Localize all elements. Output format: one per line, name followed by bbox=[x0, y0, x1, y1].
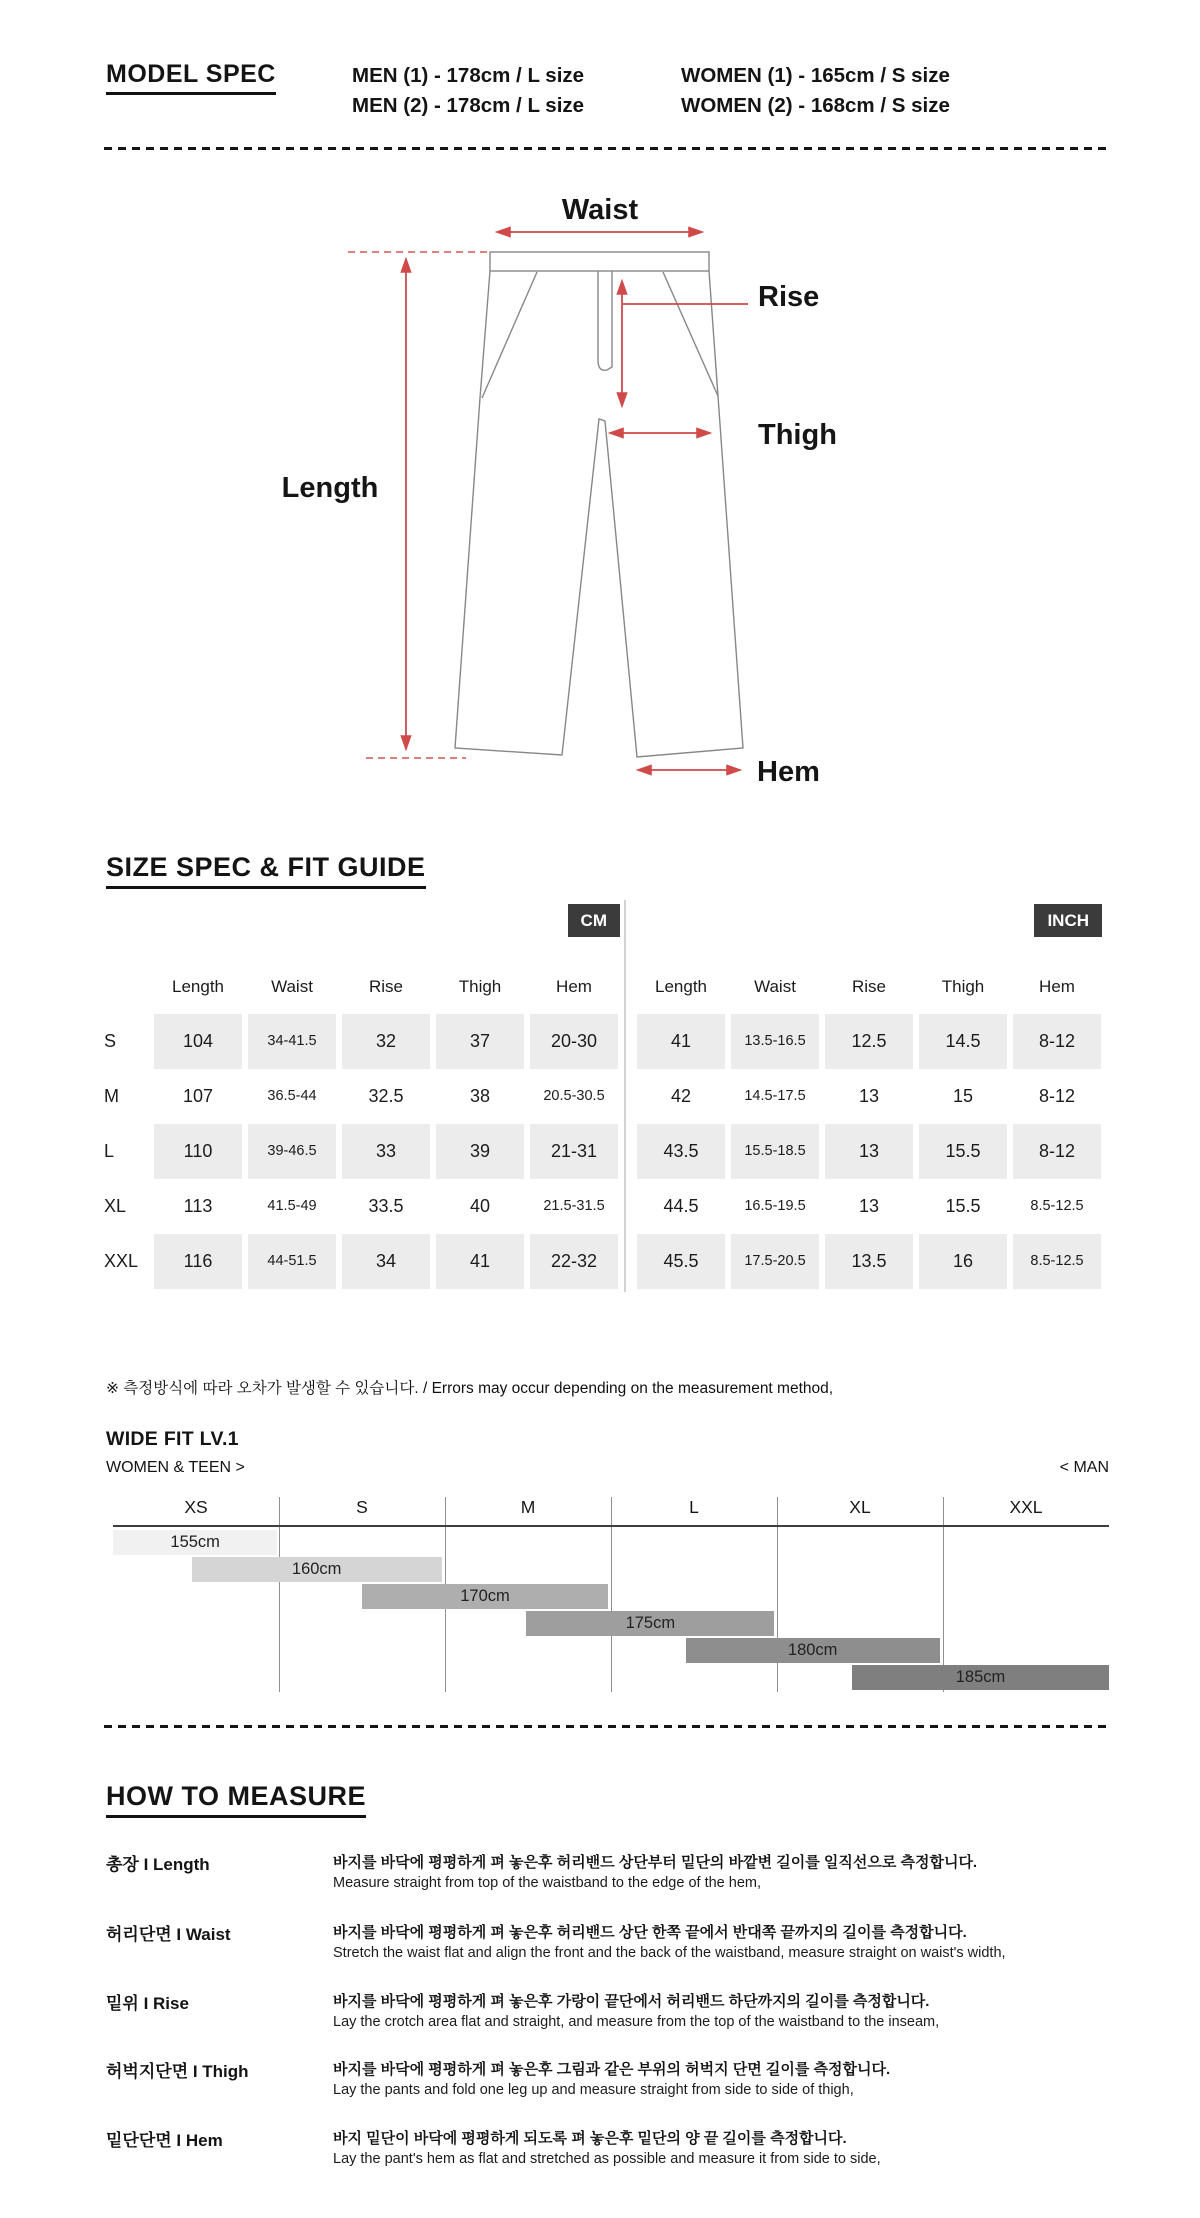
inch-cell: 13 bbox=[825, 1124, 913, 1179]
fit-guide-right-label: < MAN bbox=[1059, 1459, 1109, 1476]
inch-cell: 13 bbox=[858, 1196, 880, 1216]
inch-cell: 14.5 bbox=[919, 1014, 1007, 1069]
cm-cell: 22-32 bbox=[530, 1234, 618, 1289]
measure-item-en: Stretch the waist flat and align the front and the back of the waistband, measure straight on waist's width, bbox=[333, 1945, 1006, 1961]
model-spec-men-1: MEN (1) - 178cm / L size bbox=[352, 64, 585, 87]
inch-cell: 15.5-18.5 bbox=[731, 1124, 819, 1179]
cm-cell: 107 bbox=[182, 1086, 214, 1106]
cm-col-header: Rise bbox=[368, 977, 403, 996]
inch-cell: 13.5-16.5 bbox=[731, 1014, 819, 1069]
measure-item-en: Lay the pant's hem as flat and stretched as possible and measure it from side to side, bbox=[333, 2151, 881, 2167]
chart-size-label: XXL bbox=[1009, 1497, 1043, 1517]
inch-cell: 15.5 bbox=[945, 1196, 981, 1216]
measure-item-en: Measure straight from top of the waistband to the edge of the hem, bbox=[333, 1875, 761, 1891]
inch-col-header: Waist bbox=[754, 977, 796, 996]
cm-cell: 37 bbox=[436, 1014, 524, 1069]
measurement-note: ※ 측정방식에 따라 오차가 발생할 수 있습니다. / Errors may occur depending on the measurement method, bbox=[106, 1380, 834, 1397]
inch-cell: 41 bbox=[637, 1014, 725, 1069]
size-row-label: XL bbox=[104, 1196, 127, 1216]
chart-size-label: S bbox=[356, 1497, 368, 1517]
cm-cell: 21-31 bbox=[530, 1124, 618, 1179]
measure-item-kr: 바지를 바닥에 평평하게 펴 놓은후 가랑이 끝단에서 허리밴드 하단까지의 길이를 측정합니다. bbox=[333, 1993, 930, 2010]
size-row-label: L bbox=[104, 1141, 115, 1161]
measure-item-en: Lay the pants and fold one leg up and measure straight from side to side of thigh, bbox=[333, 2082, 854, 2098]
measure-item-kr: 바지를 바닥에 평평하게 펴 놓은후 그림과 같은 부위의 허벅지 단면 길이를 측정합니다. bbox=[333, 2061, 891, 2078]
inch-cell: 8-12 bbox=[1013, 1124, 1101, 1179]
measure-item-label: 밑위 I Rise bbox=[106, 1994, 189, 2013]
waist-label: Waist bbox=[561, 194, 639, 226]
cm-cell: 32.5 bbox=[368, 1086, 404, 1106]
measure-item-label: 총장 I Length bbox=[106, 1855, 210, 1874]
cm-cell: 20-30 bbox=[530, 1014, 618, 1069]
inch-cell: 14.5-17.5 bbox=[744, 1088, 806, 1104]
cm-col-header: Length bbox=[172, 977, 224, 996]
cm-cell: 20.5-30.5 bbox=[543, 1088, 605, 1104]
inch-cell: 12.5 bbox=[825, 1014, 913, 1069]
cm-cell: 44-51.5 bbox=[248, 1234, 336, 1289]
cm-cell: 41 bbox=[436, 1234, 524, 1289]
inch-cell: 43.5 bbox=[637, 1124, 725, 1179]
cm-cell: 39 bbox=[436, 1124, 524, 1179]
size-row-label: XXL bbox=[104, 1251, 139, 1271]
model-spec-men-2: MEN (2) - 178cm / L size bbox=[352, 94, 585, 117]
left-pocket-line bbox=[482, 272, 537, 398]
cm-cell: 113 bbox=[183, 1196, 213, 1216]
how-to-measure-title: HOW TO MEASURE bbox=[106, 1781, 366, 1818]
length-label: Length bbox=[281, 472, 379, 504]
cm-cell: 33.5 bbox=[368, 1196, 404, 1216]
dashed-divider-bottom bbox=[104, 1725, 1111, 1728]
height-range-bar: 185cm bbox=[852, 1665, 1109, 1690]
size-row-label: S bbox=[104, 1031, 117, 1051]
height-range-bar: 170cm bbox=[362, 1584, 608, 1609]
cm-cell: 33 bbox=[342, 1124, 430, 1179]
inch-col-header: Length bbox=[655, 977, 707, 996]
cm-cell: 40 bbox=[469, 1196, 491, 1216]
inch-col-header: Hem bbox=[1039, 977, 1075, 996]
measure-item-kr: 바지 밑단이 바닥에 평평하게 되도록 펴 놓은후 밑단의 양 끝 길이를 측정합니다. bbox=[333, 2130, 847, 2147]
pants-legs bbox=[455, 271, 743, 757]
waistband bbox=[490, 252, 709, 271]
height-range-bar: 155cm bbox=[113, 1530, 277, 1555]
inch-cell: 8-12 bbox=[1038, 1086, 1076, 1106]
height-range-bar: 160cm bbox=[192, 1557, 442, 1582]
pants-measure-diagram bbox=[0, 150, 1200, 850]
cm-cell: 116 bbox=[154, 1234, 242, 1289]
inch-cell: 44.5 bbox=[663, 1196, 699, 1216]
inch-cell: 13.5 bbox=[825, 1234, 913, 1289]
inch-cell: 13 bbox=[858, 1086, 880, 1106]
cm-cell: 110 bbox=[154, 1124, 242, 1179]
measure-item-kr: 바지를 바닥에 평평하게 펴 놓은후 허리밴드 상단 한쪽 끝에서 반대쪽 끝까지의 길이를 측정합니다. bbox=[333, 1924, 967, 1941]
fit-guide-title: WIDE FIT LV.1 bbox=[106, 1428, 239, 1450]
height-fit-chart bbox=[113, 1494, 1109, 1696]
chart-size-label: L bbox=[689, 1497, 699, 1517]
inch-cell: 42 bbox=[670, 1086, 692, 1106]
measure-item-label: 밑단단면 I Hem bbox=[106, 2131, 223, 2150]
fit-guide-left-label: WOMEN & TEEN > bbox=[106, 1459, 245, 1476]
model-spec-women-2: WOMEN (2) - 168cm / S size bbox=[681, 94, 950, 117]
inch-cell: 16.5-19.5 bbox=[744, 1198, 806, 1214]
inch-col-header: Thigh bbox=[941, 977, 985, 996]
model-spec-women-1: WOMEN (1) - 165cm / S size bbox=[681, 64, 950, 87]
measure-item-label: 허벅지단면 I Thigh bbox=[106, 2062, 249, 2081]
cm-cell: 32 bbox=[342, 1014, 430, 1069]
chart-size-label: XL bbox=[849, 1497, 871, 1517]
cm-unit-badge: CM bbox=[568, 904, 620, 937]
inch-col-header: Rise bbox=[851, 977, 886, 996]
size-row-label: M bbox=[104, 1086, 119, 1106]
fly-line bbox=[598, 271, 612, 370]
cm-cell: 34-41.5 bbox=[248, 1014, 336, 1069]
model-spec-title: MODEL SPEC bbox=[106, 60, 276, 95]
cm-cell: 21.5-31.5 bbox=[543, 1198, 605, 1214]
rise-label: Rise bbox=[758, 281, 820, 313]
measure-marks bbox=[348, 232, 748, 770]
measure-item-en: Lay the crotch area flat and straight, and measure from the top of the waistband to the inseam, bbox=[333, 2014, 940, 2030]
inch-cell: 17.5-20.5 bbox=[731, 1234, 819, 1289]
inch-cell: 45.5 bbox=[637, 1234, 725, 1289]
pants-outline bbox=[455, 252, 743, 757]
height-range-bar: 180cm bbox=[686, 1638, 940, 1663]
table-divider bbox=[624, 900, 626, 1292]
chart-header-line bbox=[113, 1525, 1109, 1527]
inch-cell: 16 bbox=[919, 1234, 1007, 1289]
measure-item-label: 허리단면 I Waist bbox=[106, 1925, 231, 1944]
hem-label: Hem bbox=[757, 756, 820, 788]
thigh-label: Thigh bbox=[758, 419, 837, 451]
inch-cell: 15.5 bbox=[919, 1124, 1007, 1179]
cm-col-header: Hem bbox=[556, 977, 592, 996]
cm-col-header: Thigh bbox=[458, 977, 502, 996]
cm-cell: 36.5-44 bbox=[267, 1088, 317, 1104]
cm-cell: 41.5-49 bbox=[267, 1198, 317, 1214]
size-spec-title: SIZE SPEC & FIT GUIDE bbox=[106, 852, 426, 889]
inch-cell: 8.5-12.5 bbox=[1030, 1198, 1084, 1214]
cm-cell: 104 bbox=[154, 1014, 242, 1069]
inch-unit-badge: INCH bbox=[1034, 904, 1102, 937]
inch-cell: 15 bbox=[952, 1086, 974, 1106]
chart-size-label: M bbox=[520, 1497, 536, 1517]
chart-size-label: XS bbox=[184, 1497, 208, 1517]
inch-cell: 8.5-12.5 bbox=[1013, 1234, 1101, 1289]
cm-cell: 34 bbox=[342, 1234, 430, 1289]
measure-item-kr: 바지를 바닥에 평평하게 펴 놓은후 허리밴드 상단부터 밑단의 바깥변 길이를 일직선으로 측정합니다. bbox=[333, 1854, 978, 1871]
cm-cell: 39-46.5 bbox=[248, 1124, 336, 1179]
cm-cell: 38 bbox=[469, 1086, 491, 1106]
height-range-bar: 175cm bbox=[526, 1611, 774, 1636]
inch-cell: 8-12 bbox=[1013, 1014, 1101, 1069]
cm-col-header: Waist bbox=[271, 977, 313, 996]
